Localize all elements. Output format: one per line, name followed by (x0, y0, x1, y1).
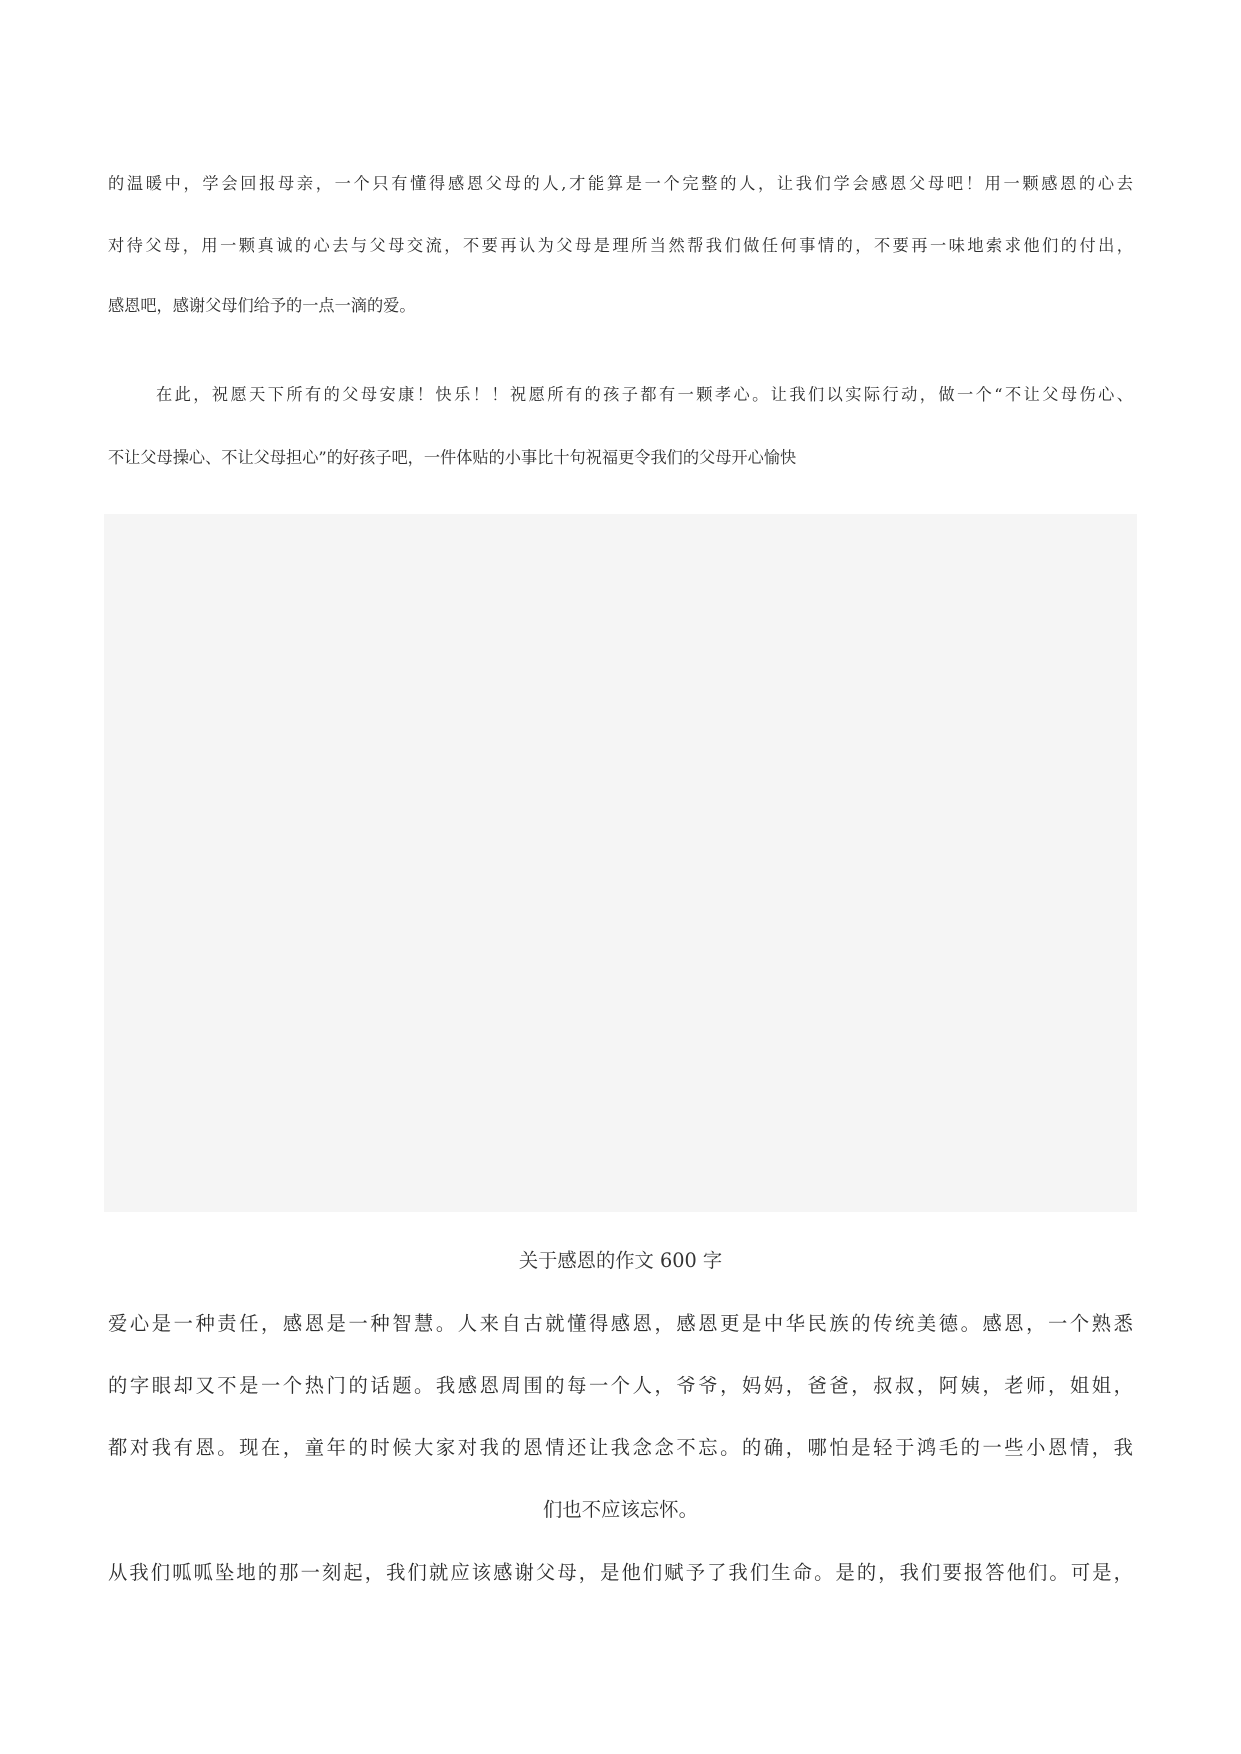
paragraph-line: 爱心是一种责任，感恩是一种智慧。人来自古就懂得感恩，感恩更是中华民族的传统美德。感恩，一个熟悉 (108, 1312, 1133, 1335)
paragraph-line: 不让父母操心、不让父母担心”的好孩子吧，一件体贴的小事比十句祝福更令我们的父母开心愉快 (108, 448, 797, 467)
embedded-image (104, 514, 1137, 1212)
paragraph-line: 从我们呱呱坠地的那一刻起，我们就应该感谢父母，是他们赋予了我们生命。是的，我们要报答他们。可是， (108, 1561, 1133, 1584)
paragraph-line: 的字眼却又不是一个热门的话题。我感恩周围的每一个人，爷爷，妈妈，爸爸，叔叔，阿姨，老师，姐姐， (108, 1374, 1133, 1397)
article-title: 关于感恩的作文 600 字 (518, 1249, 723, 1272)
paragraph-line: 的温暖中，学会回报母亲，一个只有懂得感恩父母的人,才能算是一个完整的人，让我们学会感恩父母吧！用一颗感恩的心去 (108, 174, 1133, 193)
paragraph-line: 对待父母，用一颗真诚的心去与父母交流，不要再认为父母是理所当然帮我们做任何事情的，不要再一味地索求他们的付出， (108, 236, 1133, 255)
paragraph-line: 在此，祝愿天下所有的父母安康！快乐！！祝愿所有的孩子都有一颗孝心。让我们以实际行动，做一个“不让父母伤心、 (156, 385, 1133, 404)
paragraph-line: 们也不应该忘怀。 (542, 1498, 699, 1521)
paragraph-line: 都对我有恩。现在，童年的时候大家对我的恩情还让我念念不忘。的确，哪怕是轻于鸿毛的一些小恩情，我 (108, 1436, 1133, 1459)
paragraph-line: 感恩吧，感谢父母们给予的一点一滴的爱。 (108, 296, 416, 315)
